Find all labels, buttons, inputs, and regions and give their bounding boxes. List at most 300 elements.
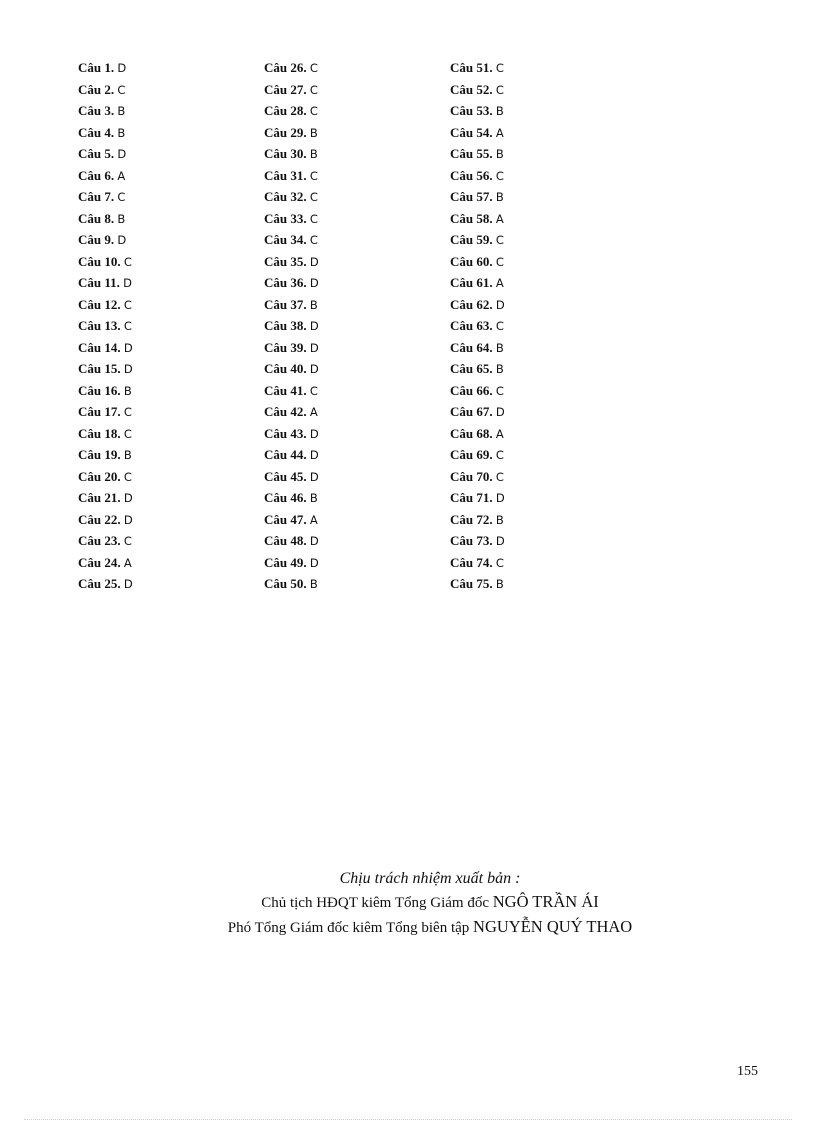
- answer-option: B: [123, 448, 132, 462]
- question-number: 47: [290, 511, 304, 527]
- question-label: Câu: [78, 124, 102, 140]
- question-number: 6: [104, 167, 111, 183]
- answer-option: D: [117, 61, 127, 75]
- answer-item: Câu 31. C: [264, 167, 318, 183]
- question-number: 5: [104, 146, 111, 161]
- answer-option: B: [117, 125, 126, 140]
- question-label: Câu: [78, 167, 102, 183]
- question-label: Câu: [450, 146, 474, 161]
- answer-item: Câu 64. B: [450, 339, 504, 355]
- question-label: Câu: [264, 425, 288, 441]
- answer-item: Câu 23. C: [78, 533, 132, 548]
- question-label: Câu: [264, 275, 288, 290]
- answer-item: Câu 57. B: [450, 189, 504, 204]
- answer-option: B: [123, 383, 132, 398]
- answer-option: C: [123, 426, 132, 441]
- answer-item: Câu 66. C: [450, 382, 504, 398]
- answer-option: A: [495, 211, 504, 226]
- answer-item: Câu 55. B: [450, 146, 504, 161]
- answer-option: B: [495, 104, 504, 118]
- question-number: 56: [476, 167, 490, 183]
- answer-option: D: [309, 340, 319, 355]
- question-number: 54: [476, 124, 490, 140]
- question-number: 59: [476, 232, 490, 247]
- answer-item: Câu 6. A: [78, 167, 126, 183]
- question-label: Câu: [450, 533, 474, 548]
- answer-option: D: [309, 448, 319, 462]
- question-number: 31: [290, 167, 304, 183]
- answer-option: C: [123, 319, 132, 333]
- editor-name: NGUYỄN QUÝ THAO: [473, 917, 633, 936]
- answer-item: Câu 22. D: [78, 511, 133, 527]
- question-label: Câu: [78, 425, 102, 441]
- question-number: 45: [290, 468, 304, 484]
- answer-option: C: [495, 61, 504, 75]
- question-label: Câu: [264, 81, 288, 97]
- answer-item: Câu 59. C: [450, 232, 504, 247]
- answer-item: Câu 58. A: [450, 210, 504, 226]
- answer-item: Câu 53. B: [450, 103, 504, 118]
- answer-option: A: [495, 426, 504, 441]
- question-number: 57: [476, 189, 490, 204]
- question-label: Câu: [78, 232, 102, 247]
- question-number: 26: [290, 60, 304, 75]
- answer-item: Câu 45. D: [264, 468, 319, 484]
- question-number: 71: [476, 490, 490, 505]
- answer-option: C: [309, 82, 318, 97]
- question-number: 44: [290, 447, 304, 462]
- question-label: Câu: [78, 511, 102, 527]
- answer-option: C: [495, 82, 504, 97]
- question-number: 67: [476, 404, 490, 419]
- answer-item: Câu 4. B: [78, 124, 126, 140]
- question-number: 42: [290, 404, 304, 419]
- question-number: 33: [290, 210, 304, 226]
- answer-option: D: [309, 469, 319, 484]
- question-number: 4: [104, 124, 111, 140]
- answer-option: A: [117, 168, 126, 183]
- answer-option: D: [495, 405, 505, 419]
- answer-item: Câu 36. D: [264, 275, 319, 290]
- question-label: Câu: [450, 339, 474, 355]
- question-label: Câu: [78, 275, 102, 290]
- answer-item: Câu 16. B: [78, 382, 132, 398]
- question-number: 19: [104, 447, 118, 462]
- answer-item: Câu 56. C: [450, 167, 504, 183]
- answer-option: B: [495, 577, 504, 591]
- question-number: 66: [476, 382, 490, 398]
- answer-item: Câu 67. D: [450, 404, 505, 419]
- question-label: Câu: [450, 404, 474, 419]
- question-number: 64: [476, 339, 490, 355]
- question-label: Câu: [264, 60, 288, 75]
- question-number: 73: [476, 533, 490, 548]
- question-number: 34: [290, 232, 304, 247]
- question-label: Câu: [264, 210, 288, 226]
- answer-item: Câu 51. C: [450, 60, 504, 75]
- answer-option: D: [309, 319, 319, 333]
- answer-option: C: [123, 469, 132, 484]
- question-label: Câu: [264, 490, 288, 505]
- question-number: 40: [290, 361, 304, 376]
- question-number: 14: [104, 339, 118, 355]
- question-label: Câu: [264, 404, 288, 419]
- question-label: Câu: [264, 533, 288, 548]
- question-number: 61: [476, 275, 490, 290]
- question-number: 9: [104, 232, 111, 247]
- answer-option: B: [495, 190, 504, 204]
- question-label: Câu: [264, 296, 288, 312]
- question-number: 18: [104, 425, 118, 441]
- question-label: Câu: [264, 361, 288, 376]
- answer-item: Câu 73. D: [450, 533, 505, 548]
- answer-option: B: [309, 491, 318, 505]
- answer-option: D: [117, 147, 127, 161]
- question-label: Câu: [264, 382, 288, 398]
- answer-option: C: [309, 383, 318, 398]
- director-name: NGÔ TRẦN ÁI: [492, 892, 599, 911]
- question-label: Câu: [450, 425, 474, 441]
- answer-option: C: [495, 555, 504, 570]
- answer-item: Câu 12. C: [78, 296, 132, 312]
- question-label: Câu: [78, 253, 102, 269]
- question-number: 1: [104, 60, 111, 75]
- answer-item: Câu 20. C: [78, 468, 132, 484]
- answer-key: [78, 57, 636, 595]
- answer-option: B: [495, 147, 504, 161]
- question-label: Câu: [264, 124, 288, 140]
- answer-item: Câu 68. A: [450, 425, 504, 441]
- answer-option: D: [495, 491, 505, 505]
- answer-item: Câu 30. B: [264, 146, 318, 161]
- answer-item: Câu 54. A: [450, 124, 504, 140]
- answer-option: D: [309, 362, 319, 376]
- question-label: Câu: [78, 554, 102, 570]
- answer-item: Câu 34. C: [264, 232, 318, 247]
- answer-item: Câu 50. B: [264, 576, 318, 591]
- answer-item: Câu 2. C: [78, 81, 126, 97]
- question-label: Câu: [264, 253, 288, 269]
- question-label: Câu: [450, 554, 474, 570]
- answer-option: D: [495, 534, 505, 548]
- credits-title: Chịu trách nhiệm xuất bản :: [339, 870, 521, 887]
- question-number: 28: [290, 103, 304, 118]
- answer-item: Câu 25. D: [78, 576, 133, 591]
- answer-option: B: [309, 125, 318, 140]
- question-label: Câu: [78, 382, 102, 398]
- question-label: Câu: [78, 447, 102, 462]
- answer-option: C: [309, 190, 318, 204]
- question-label: Câu: [450, 167, 474, 183]
- answer-option: C: [117, 190, 126, 204]
- question-number: 11: [104, 275, 117, 290]
- question-label: Câu: [450, 576, 474, 591]
- question-number: 39: [290, 339, 304, 355]
- answer-item: Câu 11. D: [78, 275, 133, 290]
- question-number: 46: [290, 490, 304, 505]
- question-label: Câu: [450, 447, 474, 462]
- question-label: Câu: [264, 167, 288, 183]
- answer-option: D: [309, 254, 319, 269]
- question-label: Câu: [78, 404, 102, 419]
- question-number: 24: [104, 554, 118, 570]
- answer-option: C: [495, 448, 504, 462]
- question-number: 15: [104, 361, 118, 376]
- answer-item: Câu 52. C: [450, 81, 504, 97]
- answer-option: B: [309, 297, 318, 312]
- question-number: 41: [290, 382, 304, 398]
- answer-item: Câu 5. D: [78, 146, 127, 161]
- question-number: 51: [476, 60, 490, 75]
- answer-item: Câu 13. C: [78, 318, 132, 333]
- answer-item: Câu 29. B: [264, 124, 318, 140]
- answer-option: C: [123, 405, 132, 419]
- question-label: Câu: [450, 124, 474, 140]
- answer-column: [78, 57, 264, 595]
- question-number: 21: [104, 490, 118, 505]
- question-label: Câu: [78, 490, 102, 505]
- answer-item: Câu 63. C: [450, 318, 504, 333]
- answer-item: Câu 75. B: [450, 576, 504, 591]
- question-label: Câu: [450, 296, 474, 312]
- answer-item: Câu 70. C: [450, 468, 504, 484]
- answer-option: C: [117, 82, 126, 97]
- answer-option: B: [495, 340, 504, 355]
- question-number: 75: [476, 576, 490, 591]
- answer-item: Câu 26. C: [264, 60, 318, 75]
- question-number: 68: [476, 425, 490, 441]
- question-label: Câu: [264, 189, 288, 204]
- answer-option: B: [495, 362, 504, 376]
- answer-option: D: [309, 534, 319, 548]
- question-label: Câu: [78, 318, 102, 333]
- question-label: Câu: [264, 146, 288, 161]
- answer-item: Câu 61. A: [450, 275, 504, 290]
- question-label: Câu: [78, 103, 102, 118]
- answer-item: Câu 71. D: [450, 490, 505, 505]
- answer-option: C: [309, 211, 318, 226]
- question-label: Câu: [264, 468, 288, 484]
- answer-option: D: [117, 233, 127, 247]
- answer-item: Câu 10. C: [78, 253, 132, 269]
- answer-option: C: [309, 61, 318, 75]
- answer-item: Câu 32. C: [264, 189, 318, 204]
- answer-option: D: [123, 362, 133, 376]
- answer-item: Câu 47. A: [264, 511, 318, 527]
- answer-item: Câu 24. A: [78, 554, 132, 570]
- answer-column: [264, 57, 450, 595]
- answer-item: Câu 27. C: [264, 81, 318, 97]
- answer-item: Câu 3. B: [78, 103, 126, 118]
- answer-option: C: [495, 319, 504, 333]
- question-number: 7: [104, 189, 111, 204]
- answer-item: Câu 15. D: [78, 361, 133, 376]
- question-label: Câu: [450, 210, 474, 226]
- answer-item: Câu 18. C: [78, 425, 132, 441]
- question-label: Câu: [450, 253, 474, 269]
- question-number: 69: [476, 447, 490, 462]
- answer-item: Câu 38. D: [264, 318, 319, 333]
- question-number: 58: [476, 210, 490, 226]
- question-number: 30: [290, 146, 304, 161]
- answer-item: Câu 37. B: [264, 296, 318, 312]
- answer-option: B: [117, 211, 126, 226]
- answer-item: Câu 72. B: [450, 511, 504, 527]
- answer-item: Câu 40. D: [264, 361, 319, 376]
- answer-item: Câu 14. D: [78, 339, 133, 355]
- question-label: Câu: [450, 382, 474, 398]
- answer-option: C: [495, 469, 504, 484]
- answer-item: Câu 42. A: [264, 404, 318, 419]
- question-number: 37: [290, 296, 304, 312]
- question-number: 55: [476, 146, 490, 161]
- question-number: 72: [476, 511, 490, 527]
- question-number: 10: [104, 253, 118, 269]
- answer-option: C: [495, 168, 504, 183]
- question-label: Câu: [78, 189, 102, 204]
- question-number: 13: [104, 318, 118, 333]
- question-label: Câu: [78, 361, 102, 376]
- question-label: Câu: [264, 232, 288, 247]
- question-label: Câu: [264, 318, 288, 333]
- question-number: 36: [290, 275, 304, 290]
- question-label: Câu: [78, 60, 102, 75]
- question-number: 20: [104, 468, 118, 484]
- answer-option: B: [117, 104, 126, 118]
- question-number: 38: [290, 318, 304, 333]
- question-number: 27: [290, 81, 304, 97]
- question-number: 32: [290, 189, 304, 204]
- question-label: Câu: [450, 81, 474, 97]
- question-number: 60: [476, 253, 490, 269]
- question-label: Câu: [264, 447, 288, 462]
- answer-item: Câu 69. C: [450, 447, 504, 462]
- answer-item: Câu 39. D: [264, 339, 319, 355]
- question-label: Câu: [450, 318, 474, 333]
- answer-item: Câu 1. D: [78, 60, 127, 75]
- answer-option: A: [309, 405, 318, 419]
- question-label: Câu: [450, 232, 474, 247]
- question-label: Câu: [78, 296, 102, 312]
- question-label: Câu: [450, 189, 474, 204]
- answer-option: D: [123, 491, 133, 505]
- question-number: 52: [476, 81, 490, 97]
- answer-option: D: [309, 426, 319, 441]
- question-number: 8: [104, 210, 111, 226]
- question-number: 43: [290, 425, 304, 441]
- answer-item: Câu 35. D: [264, 253, 319, 269]
- answer-option: C: [123, 297, 132, 312]
- question-label: Câu: [78, 81, 102, 97]
- answer-option: A: [123, 555, 132, 570]
- question-number: 25: [104, 576, 118, 591]
- question-label: Câu: [78, 533, 102, 548]
- answer-item: Câu 48. D: [264, 533, 319, 548]
- answer-option: C: [123, 534, 132, 548]
- question-number: 22: [104, 511, 118, 527]
- question-label: Câu: [450, 490, 474, 505]
- credit-line-director: [0, 890, 816, 915]
- answer-item: Câu 21. D: [78, 490, 133, 505]
- answer-option: D: [309, 276, 319, 290]
- answer-item: Câu 44. D: [264, 447, 319, 462]
- question-label: Câu: [78, 339, 102, 355]
- answer-item: Câu 43. D: [264, 425, 319, 441]
- question-label: Câu: [264, 103, 288, 118]
- question-number: 16: [104, 382, 118, 398]
- answer-option: C: [309, 168, 318, 183]
- question-label: Câu: [450, 511, 474, 527]
- question-label: Câu: [264, 554, 288, 570]
- question-label: Câu: [450, 275, 474, 290]
- question-number: 74: [476, 554, 490, 570]
- answer-option: C: [495, 383, 504, 398]
- question-label: Câu: [78, 146, 102, 161]
- answer-option: C: [495, 233, 504, 247]
- answer-option: A: [495, 276, 504, 290]
- answer-item: Câu 46. B: [264, 490, 318, 505]
- answer-option: C: [309, 233, 318, 247]
- question-number: 2: [104, 81, 111, 97]
- question-label: Câu: [264, 339, 288, 355]
- page-number: 155: [737, 1064, 758, 1079]
- answer-option: A: [309, 512, 318, 527]
- publication-credits: [0, 868, 816, 940]
- answer-option: D: [309, 555, 319, 570]
- question-label: Câu: [450, 468, 474, 484]
- answer-item: Câu 60. C: [450, 253, 504, 269]
- question-number: 17: [104, 404, 118, 419]
- question-number: 23: [104, 533, 118, 548]
- answer-option: A: [495, 125, 504, 140]
- answer-item: Câu 28. C: [264, 103, 318, 118]
- question-number: 29: [290, 124, 304, 140]
- answer-item: Câu 74. C: [450, 554, 504, 570]
- answer-item: Câu 65. B: [450, 361, 504, 376]
- question-label: Câu: [264, 576, 288, 591]
- answer-option: D: [123, 577, 133, 591]
- answer-option: D: [495, 297, 505, 312]
- question-label: Câu: [78, 210, 102, 226]
- answer-item: Câu 19. B: [78, 447, 132, 462]
- answer-column: [450, 57, 636, 595]
- editor-role: Phó Tổng Giám đốc kiêm Tổng biên tập: [227, 920, 470, 936]
- answer-option: D: [123, 276, 133, 290]
- answer-option: B: [309, 577, 318, 591]
- answer-option: D: [123, 512, 133, 527]
- credit-line-editor: [0, 915, 816, 940]
- question-number: 70: [476, 468, 490, 484]
- question-number: 65: [476, 361, 490, 376]
- director-role: Chủ tịch HĐQT kiêm Tổng Giám đốc: [261, 895, 489, 911]
- answer-item: Câu 33. C: [264, 210, 318, 226]
- answer-item: Câu 9. D: [78, 232, 127, 247]
- question-number: 12: [104, 296, 118, 312]
- question-label: Câu: [78, 576, 102, 591]
- answer-option: C: [123, 254, 132, 269]
- question-number: 3: [104, 103, 111, 118]
- footer-divider: [24, 1119, 792, 1120]
- question-number: 62: [476, 296, 490, 312]
- question-number: 53: [476, 103, 490, 118]
- answer-item: Câu 41. C: [264, 382, 318, 398]
- answer-item: Câu 7. C: [78, 189, 126, 204]
- answer-item: Câu 62. D: [450, 296, 505, 312]
- question-label: Câu: [78, 468, 102, 484]
- answer-item: Câu 8. B: [78, 210, 126, 226]
- answer-option: B: [309, 147, 318, 161]
- question-label: Câu: [450, 103, 474, 118]
